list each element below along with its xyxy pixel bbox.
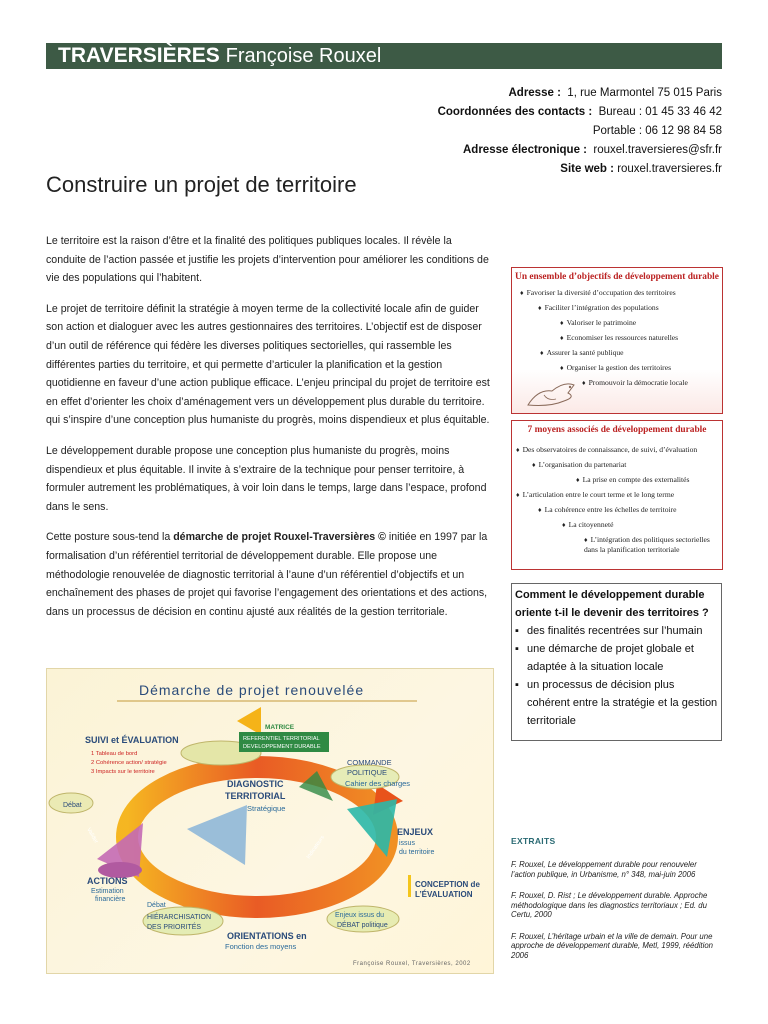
diagram-credit: Françoise Rouxel, Traversières, 2002 [353,961,471,967]
brand-name: TRAVERSIÈRES [58,44,220,67]
enjeux-sub-2: du territoire [399,849,435,856]
reference-item: F. Rouxel, L’héritage urbain et la ville de demain. Pour une approche de développement durable, Metl, 1999, réédition 2006 [511,931,713,960]
matrice-text-2: DEVELOPPEMENT DURABLE [243,744,321,750]
mobile-phone: Portable : 06 12 98 84 58 [592,125,722,137]
conception-bar [408,875,411,897]
reference-item: F. Rouxel, D. Rist ; Le développement durable. Approche méthodologique dans les diagnostics territoriaux ; Ed. du Certu, 2000 [511,891,708,919]
commande-label: COMMANDE [347,758,392,767]
contacts-label: Coordonnées des contacts : [437,106,593,118]
diagnostic-label: DIAGNOSTIC [227,779,284,789]
author-name: Françoise Rouxel [225,45,382,67]
diamond-icon: ♦ [516,491,520,499]
diagnostic-label-2: TERRITORIAL [225,791,286,801]
reference-item: F. Rouxel, Le développement durable pour renouveler l’action publique, in Urbanisme, n° 348, mai-juin 2006 [511,860,697,879]
suivi-label: SUIVI et ÉVALUATION [85,735,179,745]
diamond-icon: ♦ [520,289,524,297]
extraits-heading: EXTRAITS [511,836,556,846]
list-item: ♦ Economiser les ressources naturelles [560,333,679,342]
question-title: Comment le développement durable oriente t-il le devenir des territoires ? [515,589,709,619]
objectives-title: Un ensemble d’objectifs de développement durable [515,272,719,282]
header-title [58,44,381,68]
enjeux-sub-1: issus [399,840,415,847]
list-item: ♦ Des observatoires de connaissance, de suivi, d’évaluation [516,445,698,454]
list-item: ♦ La prise en compte des externalités [576,475,690,484]
diamond-icon: ♦ [560,319,564,327]
address-label: Adresse : [508,87,561,99]
list-item: ♦ Valoriser le patrimoine [560,318,637,327]
process-diagram [46,668,494,974]
top-arrow-icon [237,707,261,735]
suivi-item: 1 Tableau de bord [91,751,138,757]
diamond-icon: ♦ [532,461,536,469]
paragraph-4-end: initiée en 1997 par la formalisation d’un référentiel territorial de développement durable. Elle propose une méthodologie renouvelée de diagnostic territorial à l’aune d’un référentiel d’objectifs et un enchaînement des phases de projet qui favorise l’engagement des orientations et des actions, dans un processus de décision en continu ajusté aux réalités de la gestion territoriale. [46,531,488,618]
list-item: ♦ La citoyenneté [562,520,614,529]
matrice-text-1: REFERENTIEL TERRITORIAL [243,736,320,742]
header-bar [46,43,722,69]
diamond-icon: ♦ [538,506,542,514]
bird-sketch-icon [524,371,584,411]
body-text [46,232,492,633]
cahier-label: Cahier des charges [345,779,411,788]
office-phone: Bureau : 01 45 33 46 42 [598,106,722,118]
actions-sub-1: Estimation [91,888,124,895]
list-item: ♦ Faciliter l’intégration des populations [538,303,659,312]
means-title: 7 moyens associés de développement durable [527,425,707,435]
diagram-title: Démarche de projet renouvelée [139,682,365,698]
suivi-item: 3 Impacts sur le territoire [91,769,155,775]
diamond-icon: ♦ [584,536,588,544]
hierarchisation-pre: Débat [147,902,166,909]
strategique-label: Stratégique [247,804,286,813]
list-item: ♦ La cohérence entre les échelles de territoire [538,505,677,514]
indicateurs-label: Indicateurs [305,834,327,861]
paragraph-3: Le développement durable propose une conception plus humaniste du progrès, moins dispendieux et plus équitable. Il invite à s’extraire de la technique pour penser territoire, à formuler autrement les problématiques, à voir loin dans le temps, large dans l’espace, profond dans le sens. [46,444,487,513]
list-item: ♦ L’intégration des politiques sectorielles dans la planification territoriale [584,535,710,554]
objectives-box [511,267,723,414]
list-item: ♦ Organiser la gestion des territoires [560,363,672,372]
means-box [511,420,723,570]
enjeux-label: ENJEUX [397,827,434,837]
hierarchisation-label-2: DES PRIORITÉS [147,924,202,931]
suivi-item: 2 Cohérence action/ stratégie [91,760,167,766]
debat-label: Débat [63,802,82,809]
orientations-sub: Fonction des moyens [225,942,297,951]
enjeux-debat-label-2: DÉBAT politique [337,922,388,929]
list-item: ♦ L’organisation du partenariat [532,460,627,469]
address-value: 1, rue Marmontel 75 015 Paris [567,87,722,99]
email-link[interactable]: rouxel.traversieres@sfr.fr [593,144,722,156]
actions-sub-2: financière [95,896,126,903]
hierarchisation-label-1: HIÉRARCHISATION [147,914,212,921]
diamond-icon: ♦ [516,446,520,454]
conception-label-2: L’ÉVALUATION [415,890,473,899]
diamond-icon: ♦ [560,364,564,372]
cone-diagnostic-icon [187,805,247,865]
paragraph-4 [46,528,492,621]
website-link[interactable]: rouxel.traversieres.fr [617,163,722,175]
list-item: ▪ des finalités recentrées sur l’humain [515,622,718,640]
contact-block [438,84,722,179]
diamond-icon: ♦ [560,334,564,342]
list-item: ▪ une démarche de projet globale et adaptée à la situation locale [515,640,718,676]
paragraph-1: Le territoire est la raison d’être et la finalité des politiques publiques locales. Il révèle la conduite de l’action passée et justifie les projets d’intervention pour améliorer les conditions de vie des populations qui l’habitent. [46,235,489,285]
conception-label-1: CONCEPTION de [415,880,480,889]
website-label: Site web : [560,163,614,175]
email-label: Adresse électronique : [463,144,587,156]
matrice-label: MATRICE [265,724,295,731]
orientations-label: ORIENTATIONS en [227,931,307,941]
enjeux-debat-label-1: Enjeux issus du [335,912,385,919]
diamond-icon: ♦ [562,521,566,529]
list-item: ▪ un processus de décision plus cohérent entre la stratégie et la gestion territoriale [515,676,718,730]
paragraph-2: Le projet de territoire définit la stratégie à moyen terme de la collectivité locale afin de guider son action et dialoguer avec les autres gestionnaires des territoires. L’objectif est de disposer d’un outil de référence qui fédère les diverses politiques sectorielles, qui rassemble les différentes parties du territoire, et qui permette d’articuler la planification et la gestion quotidienne en faveur d’une action publique efficace. L’enjeu principal du projet de territoire est en effet d’orienter les choix d’aménagement vers un développement plus durable du territoire. qui s’inspire d’une conception plus humaniste du progrès, moins dispendieux et plus équitable. [46,302,490,427]
list-item: ♦ Assurer la santé publique [540,348,624,357]
question-box [511,583,722,741]
diamond-icon: ♦ [538,304,542,312]
paragraph-4-bold: démarche de projet Rouxel-Traversières © [173,531,386,544]
page-title: Construire un projet de territoire [46,172,357,197]
valider-label: Valider [85,827,99,845]
extraits-block [511,836,721,972]
list-item: ♦ Promouvoir la démocratie locale [582,378,688,387]
diamond-icon: ♦ [540,349,544,357]
list-item: ♦ Favoriser la diversité d’occupation des territoires [520,288,676,297]
diamond-icon: ♦ [582,379,586,387]
commande-label-2: POLITIQUE [347,768,388,777]
paragraph-4-start: Cette posture sous-tend la [46,531,174,544]
list-item: ♦ L’articulation entre le court terme et le long terme [516,490,675,499]
actions-label: ACTIONS [87,876,128,886]
diamond-icon: ♦ [576,476,580,484]
